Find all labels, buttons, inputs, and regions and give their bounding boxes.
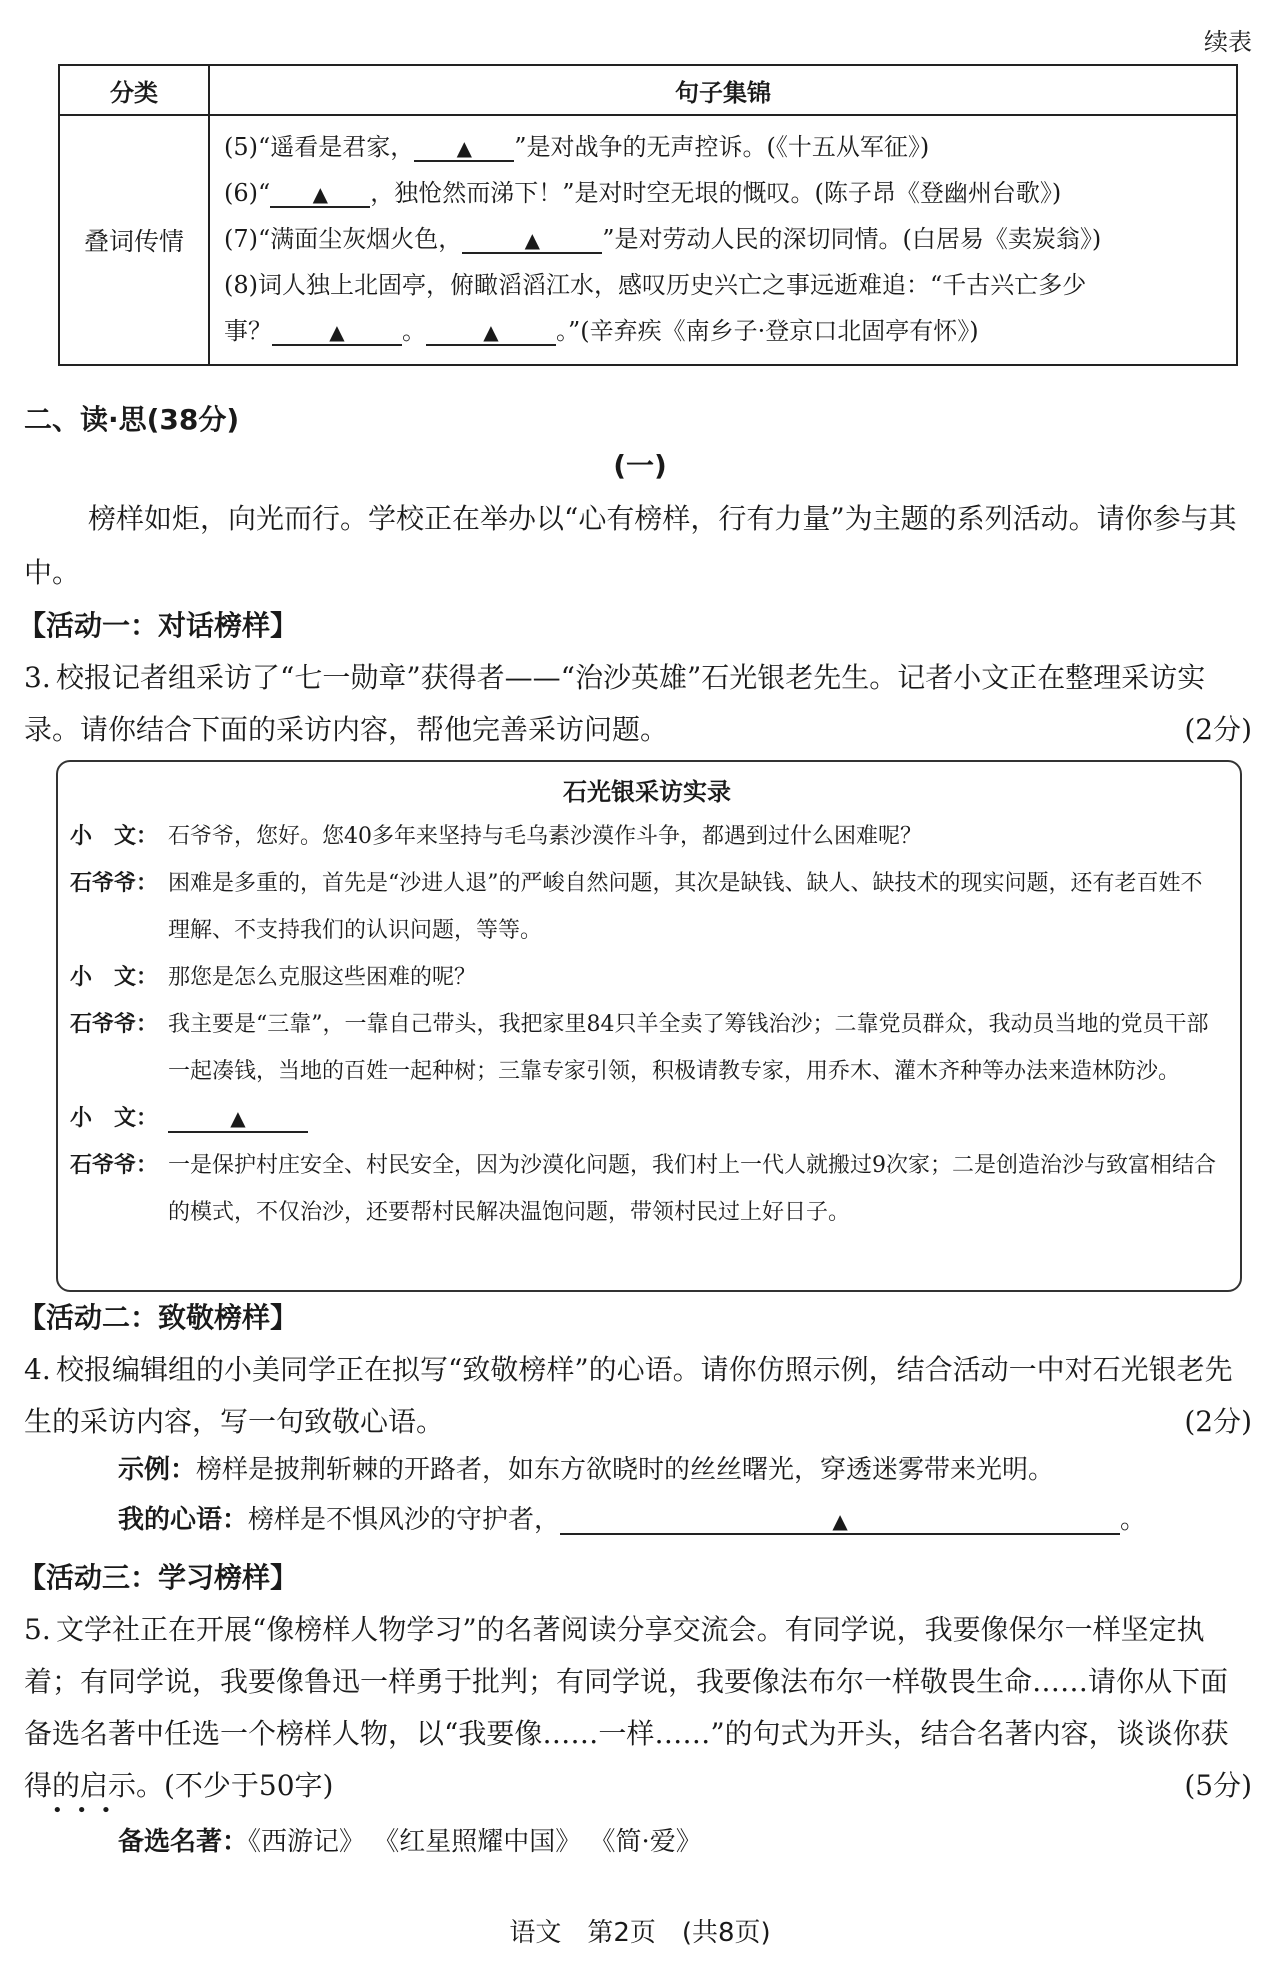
sentence-table (58, 64, 1238, 366)
question-text: 校报编辑组的小美同学正在拟写“致敬榜样”的心语。请你仿照示例，结合活动一中对石光银老先生的采访内容，写一句致敬心语。 (24, 1353, 1233, 1438)
item-8: (8)词人独上北固亭，俯瞰滔滔江水，感叹历史兴亡之事远逝难追：“千古兴亡多少 (224, 271, 1087, 299)
table-header-row (59, 65, 1237, 115)
dialog-row: 石爷爷： 一是保护村庄安全、村民安全，因为沙漠化问题，我们村上一代人就搬过9次家；二是创造治沙与致富相结合的模式，不仅治沙，还要帮村民解决温饱问题，带领村民过上好日子。 (70, 1153, 1217, 1225)
answer-blank-5[interactable] (414, 134, 514, 162)
triangle-icon: ▲ (483, 320, 499, 344)
books-label: 备选名著： (118, 1827, 249, 1857)
activity2-title: 【活动二：致敬榜样】 (18, 1301, 299, 1334)
books-list: 《西游记》 《红星照耀中国》 《简·爱》 (248, 1827, 702, 1857)
example-text: 榜样是披荆斩棘的开路者，如东方欲晓时的丝丝曙光，穿透迷雾带来光明。 (196, 1455, 1055, 1485)
question-score: (5分) (1184, 1769, 1252, 1802)
example-label: 示例： (118, 1455, 197, 1485)
table-row (59, 115, 1237, 365)
question-number: 5. (24, 1613, 51, 1646)
my-words-text: 榜样是不惧风沙的守护者， (248, 1505, 561, 1535)
section-title: 二、读·思(38分) (24, 403, 240, 436)
question-score: (2分) (1184, 713, 1252, 746)
answer-blank-4[interactable] (560, 1507, 1120, 1535)
question-4 (24, 1344, 1252, 1448)
dialog-row: 石爷爷： 困难是多重的，首先是“沙进人退”的严峻自然问题，其次是缺钱、缺人、缺技术的现实问题，还有老百姓不理解、不支持我们的认识问题，等等。 (70, 871, 1203, 943)
my-words-label: 我的心语： (118, 1505, 249, 1535)
answer-blank-7[interactable] (462, 226, 602, 254)
interview-box (56, 760, 1242, 1292)
intro-paragraph: 榜样如炬，向光而行。学校正在举办以“心有榜样，行有力量”为主题的系列活动。请你参与其中。 (24, 502, 1237, 589)
my-words-line: 我的心语：榜样是不惧风沙的守护者， ▲ 。 (118, 1505, 1147, 1535)
question-5 (24, 1604, 1252, 1812)
books-line (118, 1818, 702, 1866)
part-title: (一) (613, 449, 667, 482)
activity3-title: 【活动三：学习榜样】 (18, 1561, 299, 1594)
activity1-title: 【活动一：对话榜样】 (18, 609, 299, 642)
page-footer: 语文 第2页 (共8页) (509, 1918, 771, 1948)
triangle-icon: ▲ (524, 228, 540, 252)
continue-label: 续表 (1204, 28, 1252, 56)
item-5: (5)“遥看是君家， ▲ ”是对战争的无声控诉。(《十五从军征》) (224, 133, 930, 161)
triangle-icon: ▲ (456, 136, 472, 160)
interview-title: 石光银采访实录 (563, 778, 731, 806)
triangle-icon: ▲ (312, 182, 328, 206)
answer-blank-8a[interactable] (272, 318, 402, 346)
question-text: 文学社正在开展“像榜样人物学习”的名著阅读分享交流会。有同学说，我要像保尔一样坚定执着；有同学说，我要像鲁迅一样勇于批判；有同学说，我要像法布尔一样敬畏生命……请你从下面备选名著中任选一个榜样人物，以“我要像……一样……”的句式为开头，结合名著内容，谈谈你获得的启示。(不少于50字) (24, 1613, 1229, 1802)
item-7: (7)“满面尘灰烟火色， ▲ ”是对劳动人民的深切同情。(白居易《卖炭翁》) (224, 225, 1102, 253)
dialog-row: 小 文： ▲ (70, 1095, 1224, 1142)
triangle-icon: ▲ (832, 1509, 848, 1533)
content-cell (209, 115, 1237, 365)
triangle-icon: ▲ (329, 320, 345, 344)
dialog-row: 小 文： 那您是怎么克服这些困难的呢？ (70, 965, 477, 990)
category-cell: 叠词传情 (59, 115, 209, 365)
header-content: 句子集锦 (209, 65, 1237, 115)
question-3 (24, 652, 1252, 756)
question-score: (2分) (1184, 1405, 1252, 1438)
question-number: 4. (24, 1353, 51, 1386)
answer-blank-3[interactable] (168, 1105, 308, 1133)
item-6: (6)“ ▲ ，独怆然而涕下！”是对时空无垠的慨叹。(陈子昂《登幽州台歌》) (224, 179, 1062, 207)
answer-blank-6[interactable] (270, 180, 370, 208)
item-8-cont: 事？ ▲ 。 ▲ 。”(辛弃疾《南乡子·登京口北固亭有怀》) (224, 317, 979, 345)
question-text: 校报记者组采访了“七一勋章”获得者——“治沙英雄”石光银老先生。记者小文正在整理采访实录。请你结合下面的采访内容，帮他完善采访问题。 (24, 661, 1206, 746)
example-line (118, 1446, 1054, 1494)
question-number: 3. (24, 661, 51, 694)
header-category: 分类 (59, 65, 209, 115)
answer-blank-8b[interactable] (426, 318, 556, 346)
dialog-row: 小 文： 石爷爷，您好。您40多年来坚持与毛乌素沙漠作斗争，都遇到过什么困难呢？ (70, 824, 922, 849)
dialog-row: 石爷爷： 我主要是“三靠”，一靠自己带头，我把家里84只羊全卖了筹钱治沙；二靠党员群众，我动员当地的党员干部一起凑钱，当地的百姓一起种树；三靠专家引领，积极请教专家，用乔木、灌木齐种等办法来造林防沙。 (70, 1012, 1209, 1084)
emphasis-dots: • • • (52, 1800, 116, 1821)
triangle-icon: ▲ (230, 1106, 246, 1130)
